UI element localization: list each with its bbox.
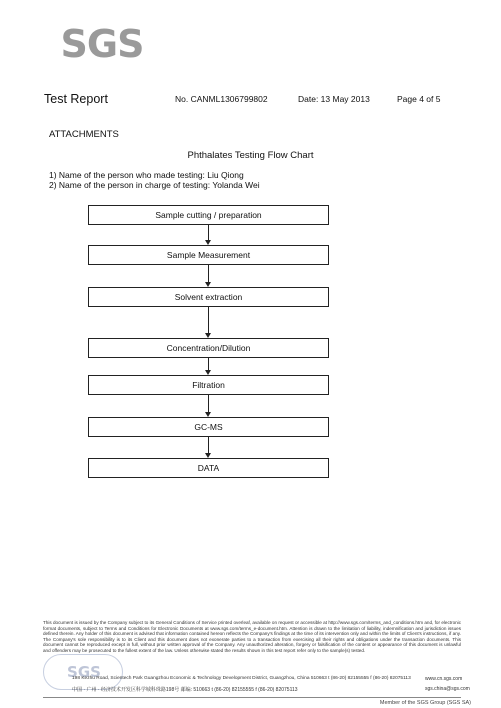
footer-email: sgs.china@sgs.com [425,686,470,692]
attachments-heading: ATTACHMENTS [49,129,119,140]
sgs-logo-text: SGS [60,22,144,66]
flow-step-7: DATA [88,458,329,478]
flow-step-4: Concentration/Dilution [88,338,329,358]
footer-address-cn: 中国 · 广州 · 经济技术开发区科学城科珠路198号 邮编: 510663 t (86-20) 82155555 f (86-20) 82075113 [72,687,298,693]
flow-step-1: Sample cutting / preparation [88,205,329,225]
report-number: No. CANML1306799802 [175,94,268,104]
tester-name: 1) Name of the person who made testing: Liu Qiong [49,170,244,180]
flow-connector [208,265,209,282]
footer-address-en: 198 Kezhu Road, Scientech Park Guangzhou Economic & Technology Development District, Guangzhou, China 510663 t (86-20) 82155555 f (86-20) 82075113 [72,676,411,681]
flow-chart-title: Phthalates Testing Flow Chart [187,150,314,161]
disclaimer-text: This document is issued by the Company subject to its General Conditions of Service printed overleaf, available on request or accessible at http://www.sgs.com/terms_and_conditions.htm and, for electronic format documents, subject to Terms and Conditions for Electronic Documents at www.sgs.com/terms_e-document.htm. Attention is drawn to the limitation of liability, indemnification and jurisdiction issues defined therein. Any holder of this document is advised that information contained hereon reflects the Company's findings at the time of its intervention only and within the limits of Client's instructions, if any. The Company's sole responsibility is to its Client and this document does not exonerate parties to a transaction from exercising all their rights and obligations under the transaction documents. This document cannot be reproduced except in full, without prior written approval of the Company. Any unauthorized alteration, forgery or falsification of the content or appearance of this document is unlawful and offenders may be prosecuted to the fullest extent of the law. Unless otherwise stated the results shown in this test report refer only to the sample(s) tested. [43,620,461,653]
flow-connector [208,358,209,370]
footer-divider [43,697,461,698]
report-title: Test Report [44,92,108,106]
flow-step-3: Solvent extraction [88,287,329,307]
flow-step-5: Filtration [88,375,329,395]
page-indicator: Page 4 of 5 [397,94,441,104]
flow-connector [208,225,209,240]
sgs-stamp [43,654,123,690]
flow-connector [208,395,209,412]
flow-step-6: GC-MS [88,417,329,437]
member-line: Member of the SGS Group (SGS SA) [379,700,471,706]
report-date: Date: 13 May 2013 [298,94,370,104]
person-in-charge: 2) Name of the person in charge of testing: Yolanda Wei [49,180,260,190]
flow-step-2: Sample Measurement [88,245,329,265]
sgs-stamp-text: SGS [67,663,101,681]
flow-connector [208,307,209,333]
flow-connector [208,437,209,453]
footer-website: www.cn.sgs.com [425,676,463,682]
